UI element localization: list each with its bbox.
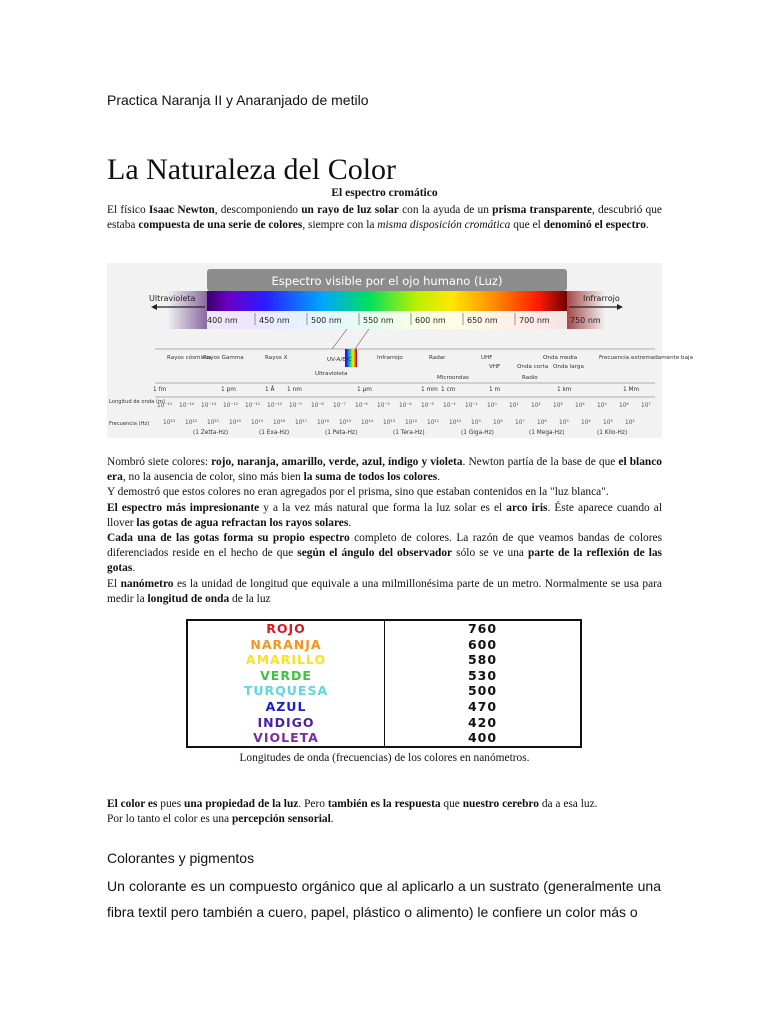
table-row <box>187 683 581 699</box>
svg-text:10⁴: 10⁴ <box>575 403 585 409</box>
svg-text:10⁵: 10⁵ <box>597 403 607 409</box>
wavelength-value-cell: 600 <box>467 636 498 652</box>
page-title: La Naturaleza del Color <box>107 153 397 186</box>
svg-text:10¹⁷: 10¹⁷ <box>295 420 308 426</box>
svg-text:10¹⁸: 10¹⁸ <box>273 420 286 426</box>
band-label: UV-A/B/C <box>327 357 352 363</box>
nm-label: 450 nm <box>259 316 290 325</box>
freq-mark: (1 Kilo-Hz) <box>597 430 628 436</box>
svg-text:10³: 10³ <box>553 403 563 409</box>
svg-text:10¹⁴: 10¹⁴ <box>361 420 374 426</box>
svg-text:10⁻³: 10⁻³ <box>421 403 434 409</box>
svg-text:10⁻¹³: 10⁻¹³ <box>201 403 217 409</box>
svg-text:10¹⁶: 10¹⁶ <box>317 420 330 426</box>
svg-text:10¹⁰: 10¹⁰ <box>449 420 462 426</box>
nm-label: 550 nm <box>363 316 394 325</box>
color-name-cell: VERDE <box>187 668 385 684</box>
table-row <box>187 699 581 715</box>
svg-text:10⁻¹: 10⁻¹ <box>465 403 478 409</box>
wavelength-value-cell: 420 <box>467 714 498 730</box>
length-mark: 1 m <box>489 387 501 393</box>
svg-text:10⁻¹²: 10⁻¹² <box>223 403 239 409</box>
band-label: VHF <box>489 364 501 370</box>
svg-text:10⁶: 10⁶ <box>537 420 547 426</box>
definition-paragraph: El color es pues una propiedad de la luz. Pero también es la respuesta que nuestro cerebro da a esa luz. Por lo tanto el color es una percepción sensorial. <box>107 798 598 826</box>
band-label: Frecuencia extremadamente baja <box>599 355 694 361</box>
table-row <box>187 730 581 747</box>
length-mark: 1 km <box>557 387 572 393</box>
svg-text:10⁻⁴: 10⁻⁴ <box>399 403 412 409</box>
svg-text:10²²: 10²² <box>185 420 198 426</box>
nm-label: 500 nm <box>311 316 342 325</box>
table-row <box>187 668 581 684</box>
band-label: Radio <box>522 375 538 381</box>
svg-text:10²: 10² <box>531 403 541 409</box>
svg-text:10⁴: 10⁴ <box>581 420 591 426</box>
svg-text:10²: 10² <box>625 420 635 426</box>
band-label: Onda corta <box>517 364 549 370</box>
freq-mark: (1 Peta-Hz) <box>325 430 358 436</box>
svg-text:10⁷: 10⁷ <box>641 403 651 409</box>
svg-text:10⁸: 10⁸ <box>493 420 503 426</box>
length-mark: 1 pm <box>221 387 236 393</box>
wavelength-value-cell: 760 <box>467 621 498 636</box>
band-label: Infrarrojo <box>377 355 403 361</box>
svg-text:10⁵: 10⁵ <box>559 420 569 426</box>
svg-text:10⁻¹⁴: 10⁻¹⁴ <box>179 403 195 409</box>
length-mark: 1 μm <box>357 387 372 393</box>
band-label: Rayos Gamma <box>203 355 244 361</box>
nm-label: 700 nm <box>519 316 550 325</box>
table-row <box>187 620 581 637</box>
band-label: Onda larga <box>553 364 584 370</box>
section-subheading: Colorantes y pigmentos <box>107 850 255 866</box>
color-name-cell: AMARILLO <box>187 652 385 668</box>
ultraviolet-label: Ultravioleta <box>149 294 196 303</box>
band-label: Rayos cósmicos <box>167 355 212 361</box>
svg-text:10⁷: 10⁷ <box>515 420 525 426</box>
length-mark: 1 nm <box>287 387 302 393</box>
svg-text:10⁻⁶: 10⁻⁶ <box>355 403 368 409</box>
svg-text:10³: 10³ <box>603 420 613 426</box>
svg-text:10⁹: 10⁹ <box>471 420 481 426</box>
svg-text:10⁻⁷: 10⁻⁷ <box>333 403 346 409</box>
nm-label: 400 nm <box>207 316 238 325</box>
band-label: Ultravioleta <box>315 371 348 377</box>
color-name-cell: NARANJA <box>187 637 385 653</box>
table-caption: Longitudes de onda (frecuencias) de los colores en nanómetros. <box>239 752 530 764</box>
svg-text:10⁻¹⁰: 10⁻¹⁰ <box>267 403 283 409</box>
nm-label: 750 nm <box>570 316 601 325</box>
color-name-cell: AZUL <box>187 699 385 715</box>
band-label: Onda media <box>543 355 578 361</box>
band-label: UHF <box>481 355 493 361</box>
wavelength-row-label: Longitud de onda (m) <box>109 399 166 405</box>
infrared-label: Infrarrojo <box>583 294 620 303</box>
svg-text:10⁶: 10⁶ <box>619 403 629 409</box>
svg-text:10⁻²: 10⁻² <box>443 403 456 409</box>
length-mark: 1 Å <box>265 387 275 393</box>
freq-mark: (1 Mega-Hz) <box>529 430 565 436</box>
svg-text:10²⁰: 10²⁰ <box>229 420 242 426</box>
svg-text:10¹⁹: 10¹⁹ <box>251 420 264 426</box>
wavelength-value-cell: 500 <box>467 683 498 699</box>
freq-mark: (1 Exa-Hz) <box>259 430 290 436</box>
wavelength-value-cell: 580 <box>467 652 498 668</box>
freq-mark: (1 Giga-Hz) <box>461 430 494 436</box>
wavelength-table <box>186 619 582 748</box>
frequency-row-label: Frecuencia (Hz) <box>109 421 150 427</box>
svg-text:10⁻⁹: 10⁻⁹ <box>289 403 302 409</box>
color-name-cell: VIOLETA <box>187 730 385 747</box>
svg-text:10⁻¹⁵: 10⁻¹⁵ <box>157 403 173 409</box>
document-header-label: Practica Naranja II y Anaranjado de metilo <box>107 92 369 108</box>
wavelength-value-cell: 400 <box>467 730 498 746</box>
intro-paragraph: El físico Isaac Newton, descomponiendo un rayo de luz solar con la ayuda de un prisma transparente, descubrió que estaba compuesta de una serie de colores, siempre con la misma disposición cromática que el denominó el espectro. <box>107 204 662 232</box>
spectrum-figure <box>107 263 694 438</box>
length-mark: 1 Mm <box>623 387 640 393</box>
svg-text:10¹: 10¹ <box>509 403 519 409</box>
svg-text:10⁻⁵: 10⁻⁵ <box>377 403 390 409</box>
color-name-cell: ROJO <box>187 620 385 637</box>
table-row <box>187 715 581 731</box>
svg-text:10⁻⁸: 10⁻⁸ <box>311 403 324 409</box>
wavelength-value-cell: 530 <box>467 667 498 683</box>
colors-paragraph: Nombró siete colores: rojo, naranja, amarillo, verde, azul, índigo y violeta. Newton partía de la base de que el blanco era, no la ausencia de color, sino más bien la suma de todos los colores. Y demostró que estos colores no eran agregados por el prisma, sino que estaban contenidos en la "luz blanca". El espectro más impresionante y a la vez más natural que forma la luz solar es el arco iris. Éste aparece cuando al llover las gotas de agua refractan los rayos solares. Cada una de las gotas forma su propio espectro completo de colores. La razón de que veamos bandas de colores diferenciados reside en el hecho de que según el ángulo del observador sólo se ve una parte de la reflexión de las gotas. El nanómetro es la unidad de longitud que equivale a una milmillonésima parte de un metro. Normalmente se usa para medir la longitud de onda de la luz <box>107 456 663 605</box>
band-label: Radar <box>429 355 446 361</box>
section-heading: El espectro cromático <box>331 187 438 199</box>
svg-text:10²³: 10²³ <box>163 420 176 426</box>
freq-mark: (1 Zetta-Hz) <box>193 430 229 436</box>
length-mark: 1 mm <box>421 387 438 393</box>
table-row <box>187 637 581 653</box>
freq-mark: (1 Tera-Hz) <box>393 430 425 436</box>
spectrum-title: Espectro visible por el ojo humano (Luz) <box>271 274 503 288</box>
length-mark: 1 fm <box>153 387 167 393</box>
svg-text:10¹¹: 10¹¹ <box>427 420 440 426</box>
length-mark: 1 cm <box>441 387 456 393</box>
table-row <box>187 652 581 668</box>
color-name-cell: TURQUESA <box>187 683 385 699</box>
svg-text:10¹⁵: 10¹⁵ <box>339 420 352 426</box>
colorants-paragraph: Un colorante es un compuesto orgánico que al aplicarlo a un sustrato (generalmente una fibra textil pero también a cuero, papel, plástico o alimento) le confiere un color más o <box>107 878 661 920</box>
svg-text:10¹³: 10¹³ <box>383 420 396 426</box>
svg-text:10¹²: 10¹² <box>405 420 418 426</box>
band-label: Microondas <box>437 375 469 381</box>
svg-text:10⁰: 10⁰ <box>487 403 497 409</box>
color-name-cell: INDIGO <box>187 715 385 731</box>
band-label: Rayos X <box>265 355 288 361</box>
svg-text:10⁻¹¹: 10⁻¹¹ <box>245 403 261 409</box>
nm-label: 600 nm <box>415 316 446 325</box>
nm-label: 650 nm <box>467 316 498 325</box>
svg-text:10²¹: 10²¹ <box>207 420 220 426</box>
wavelength-value-cell: 470 <box>467 698 498 714</box>
